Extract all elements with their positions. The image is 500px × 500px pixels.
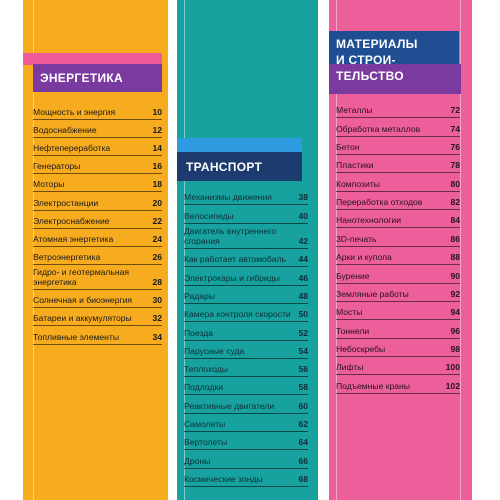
toc-entry-page-number: 54 bbox=[298, 346, 308, 356]
toc-entry[interactable] bbox=[33, 234, 162, 247]
toc-entry[interactable] bbox=[184, 456, 308, 469]
toc-entry-label: Мощность и энергия bbox=[33, 107, 116, 117]
toc-entry-label: Велосипеды bbox=[184, 211, 234, 221]
energy-section-title: ЭНЕРГЕТИКА bbox=[40, 71, 123, 85]
toc-entry-page-number: 90 bbox=[450, 271, 460, 281]
toc-entry-page-number: 30 bbox=[152, 295, 162, 305]
toc-entry[interactable] bbox=[336, 124, 460, 137]
toc-entry-label: 3D-печать bbox=[336, 234, 377, 244]
toc-entry-label: Подлодки bbox=[184, 382, 224, 392]
toc-entry[interactable] bbox=[33, 313, 162, 326]
toc-entry-page-number: 26 bbox=[152, 252, 162, 262]
toc-entry-page-number: 32 bbox=[152, 313, 162, 323]
toc-entry-label: Атомная энергетика bbox=[33, 234, 114, 244]
toc-entry[interactable] bbox=[184, 192, 308, 205]
toc-entry[interactable] bbox=[184, 328, 308, 341]
toc-entry[interactable] bbox=[184, 382, 308, 395]
toc-entry-page-number: 18 bbox=[152, 179, 162, 189]
toc-entry-page-number: 22 bbox=[152, 216, 162, 226]
toc-entry[interactable] bbox=[184, 346, 308, 359]
toc-entry[interactable] bbox=[336, 105, 460, 118]
toc-entry[interactable] bbox=[33, 198, 162, 211]
toc-entry[interactable] bbox=[336, 271, 460, 284]
toc-entry-page-number: 92 bbox=[450, 289, 460, 299]
toc-entry-page-number: 94 bbox=[450, 307, 460, 317]
toc-entry-page-number: 60 bbox=[298, 401, 308, 411]
toc-entry-page-number: 96 bbox=[450, 326, 460, 336]
toc-entry[interactable] bbox=[184, 291, 308, 304]
toc-entry-label: Водоснабжение bbox=[33, 125, 97, 135]
toc-entry-label: Электрокары и гибриды bbox=[184, 273, 280, 283]
toc-entry-label: Механизмы движения bbox=[184, 192, 272, 202]
toc-entry-page-number: 42 bbox=[298, 236, 308, 246]
toc-entry-label: Пластики bbox=[336, 160, 374, 170]
toc-entry-page-number: 68 bbox=[298, 474, 308, 484]
toc-entry-label: Двигатель внутреннего сгорания bbox=[184, 226, 277, 246]
toc-entry[interactable] bbox=[336, 179, 460, 192]
toc-entry-label: Дроны bbox=[184, 456, 211, 466]
toc-entry-page-number: 28 bbox=[152, 277, 162, 287]
toc-entry[interactable] bbox=[184, 437, 308, 450]
materials-title-line: И СТРОИ- bbox=[336, 53, 396, 67]
toc-entry-page-number: 50 bbox=[298, 309, 308, 319]
toc-entry[interactable] bbox=[33, 125, 162, 138]
toc-entry-label: Электроснабжение bbox=[33, 216, 110, 226]
toc-entry-label: Обработка металлов bbox=[336, 124, 421, 134]
toc-entry-page-number: 12 bbox=[152, 125, 162, 135]
toc-entry-label: Парусные суда bbox=[184, 346, 245, 356]
toc-entry[interactable] bbox=[336, 197, 460, 210]
toc-entry-page-number: 44 bbox=[298, 254, 308, 264]
toc-entry-page-number: 20 bbox=[152, 198, 162, 208]
toc-entry[interactable] bbox=[184, 419, 308, 432]
toc-entry-page-number: 24 bbox=[152, 234, 162, 244]
toc-entry-label: Реактивные двигатели bbox=[184, 401, 275, 411]
toc-entry[interactable] bbox=[184, 273, 308, 286]
toc-entry-label: Камера контроля скорости bbox=[184, 309, 291, 319]
toc-entry-page-number: 66 bbox=[298, 456, 308, 466]
toc-entry-label: Моторы bbox=[33, 179, 65, 189]
toc-entry-label: Нанотехнологии bbox=[336, 215, 402, 225]
toc-entry[interactable] bbox=[336, 326, 460, 339]
toc-entry-label: Самолеты bbox=[184, 419, 226, 429]
toc-entry[interactable] bbox=[336, 362, 460, 375]
toc-entry-label: Бурение bbox=[336, 271, 370, 281]
toc-entry-label: Батареи и аккумуляторы bbox=[33, 313, 132, 323]
toc-entry-page-number: 34 bbox=[152, 332, 162, 342]
toc-entry[interactable] bbox=[336, 234, 460, 247]
toc-entry-page-number: 88 bbox=[450, 252, 460, 262]
toc-entry[interactable] bbox=[184, 211, 308, 224]
toc-entry-label: Бетон bbox=[336, 142, 360, 152]
toc-entry[interactable] bbox=[336, 215, 460, 228]
toc-entry-page-number: 72 bbox=[450, 105, 460, 115]
toc-entry-label: Металлы bbox=[336, 105, 373, 115]
toc-entry[interactable] bbox=[184, 364, 308, 377]
toc-entry-label: Генераторы bbox=[33, 161, 81, 171]
toc-entry-page-number: 10 bbox=[152, 107, 162, 117]
toc-entry-page-number: 82 bbox=[450, 197, 460, 207]
toc-entry-label: Нефтепереработка bbox=[33, 143, 111, 153]
toc-entry-label: Композиты bbox=[336, 179, 380, 189]
toc-entry[interactable] bbox=[336, 344, 460, 357]
toc-entry-page-number: 14 bbox=[152, 143, 162, 153]
toc-entry-label: Небоскребы bbox=[336, 344, 386, 354]
toc-entry[interactable] bbox=[33, 216, 162, 229]
transport-section-title: ТРАНСПОРТ bbox=[186, 160, 263, 174]
toc-entry-page-number: 48 bbox=[298, 291, 308, 301]
toc-entry-page-number: 102 bbox=[445, 381, 460, 391]
materials-section-title bbox=[336, 36, 418, 84]
toc-entry[interactable] bbox=[336, 307, 460, 320]
toc-entry-page-number: 74 bbox=[450, 124, 460, 134]
toc-entry[interactable] bbox=[33, 267, 162, 290]
toc-entry-page-number: 62 bbox=[298, 419, 308, 429]
toc-entry-label: Земляные работы bbox=[336, 289, 409, 299]
toc-entry[interactable] bbox=[336, 381, 460, 394]
toc-entry-label: Арки и купола bbox=[336, 252, 392, 262]
toc-entry-page-number: 86 bbox=[450, 234, 460, 244]
toc-entry-page-number: 52 bbox=[298, 328, 308, 338]
toc-entry[interactable] bbox=[184, 226, 308, 249]
toc-entry-label: Поезда bbox=[184, 328, 214, 338]
toc-entry-page-number: 38 bbox=[298, 192, 308, 202]
toc-entry[interactable] bbox=[184, 309, 308, 322]
toc-entry-label: Подъемные краны bbox=[336, 381, 410, 391]
toc-entry-label: Электростанции bbox=[33, 198, 99, 208]
toc-entry[interactable] bbox=[33, 332, 162, 345]
toc-entry-page-number: 46 bbox=[298, 273, 308, 283]
materials-title-line: МАТЕРИАЛЫ bbox=[336, 37, 418, 51]
toc-entry-page-number: 98 bbox=[450, 344, 460, 354]
toc-entry[interactable] bbox=[184, 401, 308, 414]
toc-entry-label: Тоннели bbox=[336, 326, 370, 336]
toc-entry-page-number: 78 bbox=[450, 160, 460, 170]
toc-entry[interactable] bbox=[33, 252, 162, 265]
toc-entry-label: Ветроэнергетика bbox=[33, 252, 101, 262]
toc-entry-label: Мосты bbox=[336, 307, 363, 317]
toc-entry-page-number: 80 bbox=[450, 179, 460, 189]
toc-entry-page-number: 58 bbox=[298, 382, 308, 392]
toc-entry-label: Как работает автомобиль bbox=[184, 254, 287, 264]
toc-entry[interactable] bbox=[33, 295, 162, 308]
toc-entry-page-number: 84 bbox=[450, 215, 460, 225]
toc-entry-page-number: 16 bbox=[152, 161, 162, 171]
toc-entry[interactable] bbox=[33, 143, 162, 156]
toc-entry-page-number: 100 bbox=[445, 362, 460, 372]
toc-entry[interactable] bbox=[336, 160, 460, 173]
toc-entry-label: Топливные элементы bbox=[33, 332, 120, 342]
toc-entry-label: Гидро- и геотермальная энергетика bbox=[33, 267, 130, 287]
toc-entry[interactable] bbox=[33, 161, 162, 174]
toc-entry[interactable] bbox=[336, 252, 460, 265]
toc-entry[interactable] bbox=[33, 107, 162, 120]
toc-entry-label: Лифты bbox=[336, 362, 364, 372]
toc-entry[interactable] bbox=[336, 289, 460, 302]
toc-entry[interactable] bbox=[33, 179, 162, 192]
transport-header-accent bbox=[177, 138, 302, 152]
toc-entry-page-number: 40 bbox=[298, 211, 308, 221]
toc-entry[interactable] bbox=[336, 142, 460, 155]
toc-entry-label: Солнечная и биоэнергия bbox=[33, 295, 133, 305]
toc-entry-label: Переработка отходов bbox=[336, 197, 423, 207]
toc-entry-label: Радары bbox=[184, 291, 215, 301]
toc-entry-page-number: 56 bbox=[298, 364, 308, 374]
toc-entry[interactable] bbox=[184, 254, 308, 267]
toc-entry-page-number: 64 bbox=[298, 437, 308, 447]
toc-entry[interactable] bbox=[184, 474, 308, 487]
toc-entry-label: Вертолеты bbox=[184, 437, 228, 447]
toc-entry-label: Теплоходы bbox=[184, 364, 228, 374]
toc-entry-label: Космические зонды bbox=[184, 474, 263, 484]
materials-title-line: ТЕЛЬСТВО bbox=[336, 69, 404, 83]
toc-entry-page-number: 76 bbox=[450, 142, 460, 152]
